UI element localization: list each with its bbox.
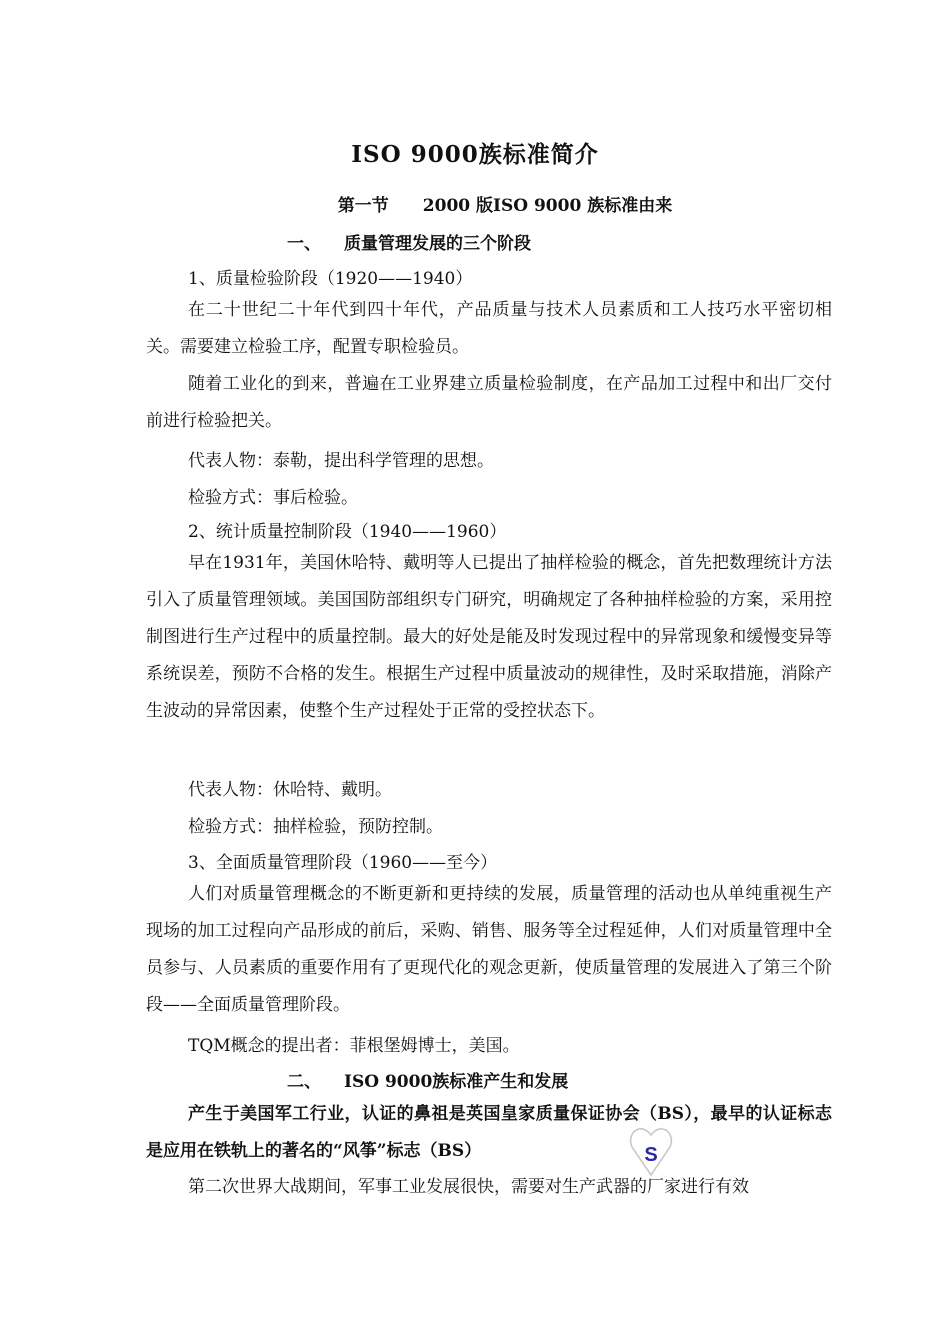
kite-mark-icon: [628, 1125, 674, 1177]
kite-mark-letter: S: [644, 1144, 658, 1166]
stage1-title: 1、质量检验阶段（1920——1940）: [188, 269, 473, 289]
stage1-paragraph-1: 在二十世纪二十年代到四十年代，产品质量与技术人员素质和工人技巧水平密切相关。需要建立检验工序，配置专职检验员。: [146, 300, 832, 357]
heading-two: [287, 1067, 568, 1092]
stage2-paragraph-1: 早在1931年，美国休哈特、戴明等人已提出了抽样检验的概念，首先把数理统计方法引入了质量管理领域。美国国防部组织专门研究，明确规定了各种抽样检验的方案，采用控制图进行生产过程中的质量控制。最大的好处是能及时发现过程中的异常现象和缓慢变异等系统误差，预防不合格的发生。根据生产过程中质量波动的规律性，及时采取措施，消除产生波动的异常因素，使整个生产过程处于正常的受控状态下。: [146, 553, 832, 721]
origin-paragraph: 产生于美国军工行业，认证的鼻祖是英国皇家质量保证协会（BS），最早的认证标志是应用在铁轨上的著名的“风筝”标志（BS）: [146, 1104, 832, 1161]
heading-one-text: 质量管理发展的三个阶段: [344, 234, 531, 254]
stage3-title: 3、全面质量管理阶段（1960——至今）: [188, 853, 498, 873]
heading-two-number: 二、: [287, 1072, 321, 1092]
heading-one-number: 一、: [287, 234, 321, 254]
stage1-method: 检验方式：事后检验。: [188, 488, 358, 508]
document-title: ISO 9000族标准简介: [351, 141, 599, 168]
ww2-paragraph: 第二次世界大战期间，军事工业发展很快，需要对生产武器的厂家进行有效: [188, 1177, 749, 1197]
heading-one: [287, 229, 531, 254]
stage2-method: 检验方式：抽样检验，预防控制。: [188, 817, 443, 837]
heading-two-text: ISO 9000族标准产生和发展: [344, 1072, 569, 1092]
stage2-representative: 代表人物：休哈特、戴明。: [188, 780, 392, 800]
section-title: 第一节 2000 版ISO 9000 族标准由来: [337, 196, 673, 216]
tqm-line: TQM概念的提出者：菲根堡姆博士，美国。: [188, 1036, 520, 1056]
stage1-representative: 代表人物：泰勒，提出科学管理的思想。: [188, 451, 494, 471]
stage3-paragraph-1: 人们对质量管理概念的不断更新和更持续的发展，质量管理的活动也从单纯重视生产现场的加工过程向产品形成的前后，采购、销售、服务等全过程延伸，人们对质量管理中全员参与、人员素质的重要作用有了更现代化的观念更新，使质量管理的发展进入了第三个阶段——全面质量管理阶段。: [146, 884, 832, 1015]
stage2-title: 2、统计质量控制阶段（1940——1960）: [188, 522, 507, 542]
stage1-paragraph-2: 随着工业化的到来，普遍在工业界建立质量检验制度，在产品加工过程中和出厂交付前进行检验把关。: [146, 374, 832, 431]
